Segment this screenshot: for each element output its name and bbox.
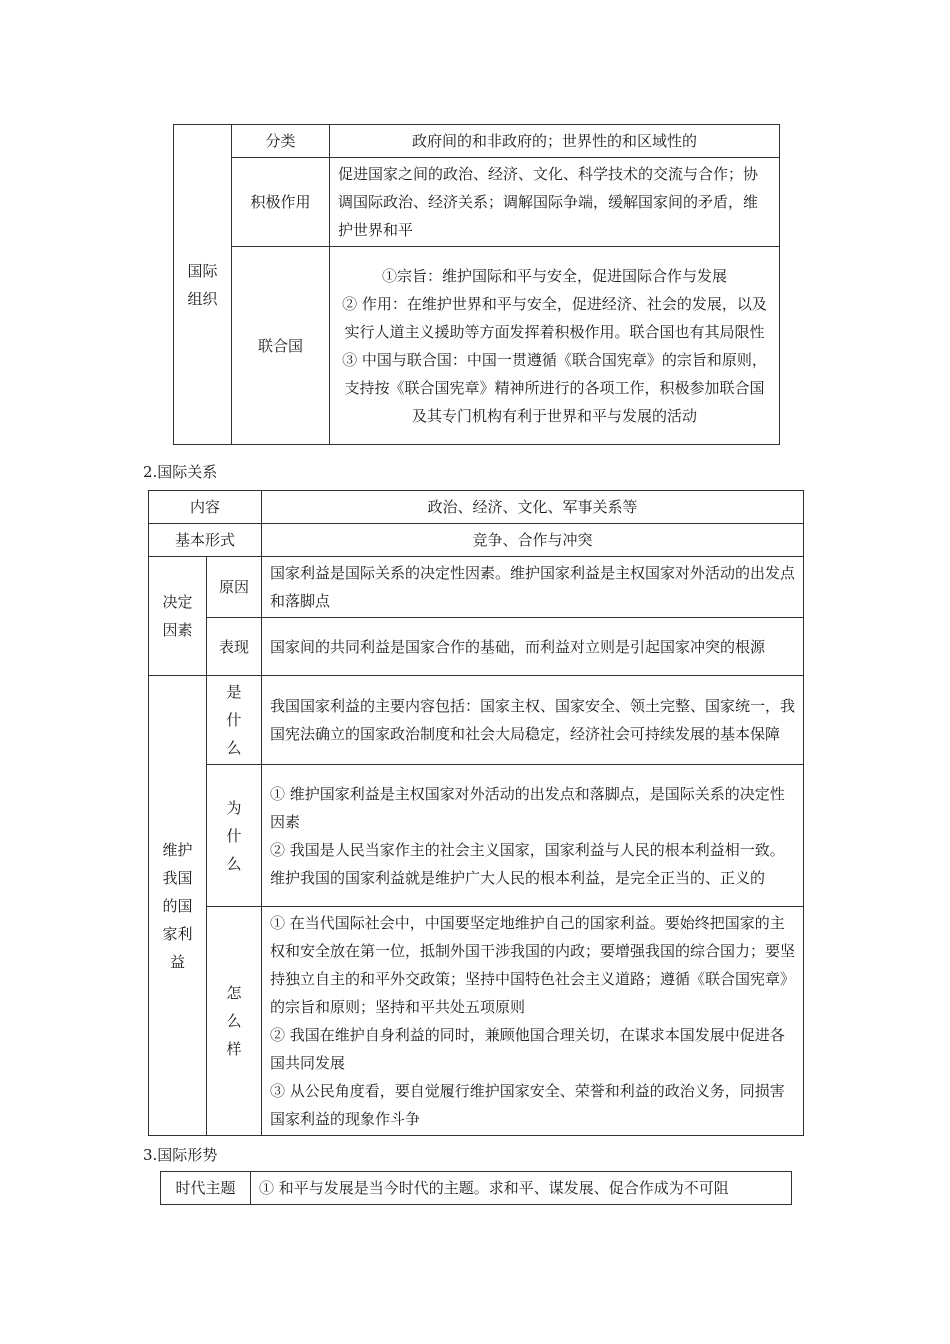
what-label: 是 什 么 xyxy=(207,676,262,765)
section-heading-intl-relations: 2.国际关系 xyxy=(143,463,218,481)
un-purpose: ①宗旨：维护国际和平与安全，促进国际合作与发展 xyxy=(381,266,727,285)
why-label: 为 什 么 xyxy=(207,765,262,907)
row-value-un xyxy=(330,247,780,445)
row-value-positive-role: 促进国家之间的政治、经济、文化、科学技术的交流与合作；协调国际政治、经济关系；调解国际争端，缓解国家间的矛盾，维护世界和平 xyxy=(330,158,780,247)
maintain-interests-label: 维护 我国 的国 家利 益 xyxy=(149,676,207,1136)
section-heading-intl-situation: 3.国际形势 xyxy=(143,1146,218,1164)
how-value xyxy=(262,907,804,1136)
intl-relations-table xyxy=(148,490,804,1136)
how-point-3: ③ 从公民角度看，要自觉履行维护国家安全、荣誉和利益的政治义务，同损害国家利益的现象作斗争 xyxy=(270,1082,785,1128)
cause-label: 原因 xyxy=(207,557,262,618)
cause-value: 国家利益是国际关系的决定性因素。维护国家利益是主权国家对外活动的出发点和落脚点 xyxy=(262,557,804,618)
un-role: ② 作用：在维护世界和平与安全，促进经济、社会的发展，以及实行人道主义援助等方面发挥着积极作用。联合国也有其局限性 xyxy=(342,294,767,341)
basic-form-value: 竞争、合作与冲突 xyxy=(262,524,804,557)
why-point-1: ① 维护国家利益是主权国家对外活动的出发点和落脚点，是国际关系的决定性因素 xyxy=(270,784,785,831)
era-theme-label: 时代主题 xyxy=(161,1172,251,1205)
how-label: 怎 么 样 xyxy=(207,907,262,1136)
intl-situation-table xyxy=(160,1171,792,1205)
un-china-relation: ③ 中国与联合国：中国一贯遵循《联合国宪章》的宗旨和原则，支持按《联合国宪章》精神所进行的各项工作，积极参加联合国及其专门机构有利于世界和平与发展的活动 xyxy=(342,350,767,425)
manifestation-label: 表现 xyxy=(207,618,262,676)
row-label-positive-role: 积极作用 xyxy=(232,158,330,247)
why-value xyxy=(262,765,804,907)
manifestation-value: 国家间的共同利益是国家合作的基础，而利益对立则是引起国家冲突的根源 xyxy=(262,618,804,676)
row-label-un: 联合国 xyxy=(232,247,330,445)
group-label-intl-org: 国际 组织 xyxy=(174,125,232,445)
content-label: 内容 xyxy=(149,491,262,524)
how-point-2: ② 我国在维护自身利益的同时，兼顾他国合理关切，在谋求本国发展中促进各国共同发展 xyxy=(270,1026,785,1072)
why-point-2: ② 我国是人民当家作主的社会主义国家，国家利益与人民的根本利益相一致。维护我国的国家利益就是维护广大人民的根本利益，是完全正当的、正义的 xyxy=(270,840,785,887)
deciding-factor-label: 决定 因素 xyxy=(149,557,207,676)
row-value-category: 政府间的和非政府的；世界性的和区域性的 xyxy=(330,125,780,158)
content-value: 政治、经济、文化、军事关系等 xyxy=(262,491,804,524)
intl-organizations-table xyxy=(173,124,780,445)
era-theme-value: ① 和平与发展是当今时代的主题。求和平、谋发展、促合作成为不可阻 xyxy=(251,1172,792,1205)
row-label-category: 分类 xyxy=(232,125,330,158)
what-value: 我国国家利益的主要内容包括：国家主权、国家安全、领土完整、国家统一，我国宪法确立的国家政治制度和社会大局稳定，经济社会可持续发展的基本保障 xyxy=(262,676,804,765)
basic-form-label: 基本形式 xyxy=(149,524,262,557)
how-point-1: ① 在当代国际社会中，中国要坚定地维护自己的国家利益。要始终把国家的主权和安全放在第一位，抵制外国干涉我国的内政；要增强我国的综合国力；要坚持独立自主的和平外交政策；坚持中国特色社会主义道路；遵循《联合国宪章》的宗旨和原则；坚持和平共处五项原则 xyxy=(270,914,796,1016)
